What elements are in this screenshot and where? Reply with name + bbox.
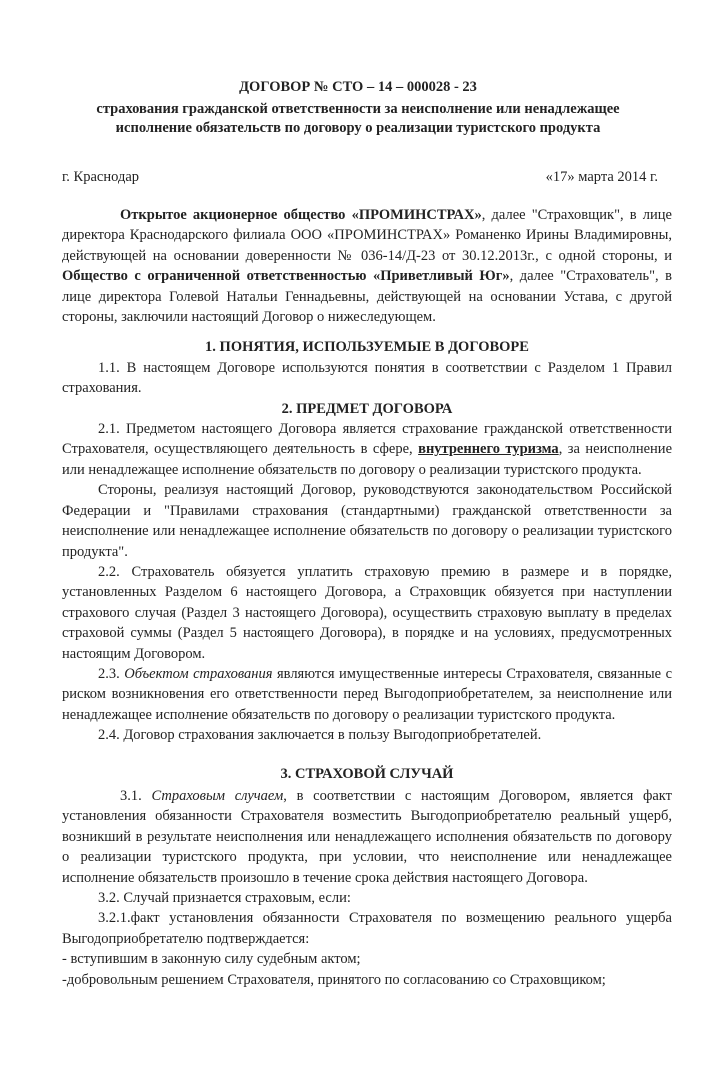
clause-2-3-text-a: 2.3.: [98, 665, 125, 682]
list-item: -добровольным решением Страхователя, принятого по согласованию со Страховщиком;: [62, 971, 606, 988]
clause-3-1: [62, 786, 672, 888]
clause-3-1-text-a: 3.1.: [120, 787, 152, 804]
insured-event-term: Страховым случаем: [151, 787, 284, 804]
clause-1-1: 1.1. В настоящем Договоре используются понятия в соответствии с Разделом 1 Правил страхования.: [62, 359, 672, 397]
object-of-insurance-term: Объектом страхования: [124, 665, 273, 682]
clause-2-4: 2.4. Договор страхования заключается в пользу Выгодоприобретателей.: [98, 727, 542, 744]
contract-subtitle-line1: страхования гражданской ответственности за неисполнение или ненадлежащее: [96, 101, 620, 117]
intro-text-2: , далее "Страхователь", в лице директора Голевой Натальи Геннадьевны, действующей на основании Устава, с другой стороны, заключили настоящий Договор о нижеследующем.: [62, 268, 672, 326]
section-1-heading: 1. ПОНЯТИЯ, ИСПОЛЬЗУЕМЫЕ В ДОГОВОРЕ: [205, 339, 529, 356]
list-item: - вступившим в законную силу судебным актом;: [62, 951, 361, 968]
section-2-heading: 2. ПРЕДМЕТ ДОГОВОРА: [281, 400, 453, 417]
clause-2-1-text-a: 2.1. Предметом настоящего Договора является страхование гражданской ответственности Страхователя, осуществляющего деятельность в сфере,: [62, 421, 672, 458]
place-date-row: [62, 169, 658, 186]
contract-title: ДОГОВОР № СТО – 14 – 000028 - 23: [239, 79, 477, 95]
clause-2-3-text-c: являются имущественные интересы Страхователя, связанные с риском возникновения его ответственности перед Выгодоприобретателем, за неисполнение или ненадлежащее исполнение обязательств по договору о реализации туристского продукта.: [62, 665, 673, 723]
intro-text-1: , далее "Страховщик", в лице директора Краснодарского филиала ООО «ПРОМИНСТРАХ» Романенко Ирины Владимировны, действующей на основании доверенности № 036-14/Д-23 от 30.12.2013г., с одной стороны, и: [62, 207, 672, 264]
clause-2-1-text-c: , за неисполнение или ненадлежащее исполнение обязательств по договору о реализации туристского продукта.: [62, 441, 673, 478]
contract-body: [62, 205, 672, 990]
clause-2-2: 2.2. Страхователь обязуется уплатить страховую премию в размере и в порядке, установленных Разделом 6 настоящего Договора, а Страховщик обязуется при наступлении страхового случая (Раздел 3 настоящего Договора), осуществить страховую выплату в пределах страховой суммы (Раздел 5 настоящего Договора), в порядке и на условиях, предусмотренных настоящим Договором.: [62, 563, 672, 662]
clause-3-2-1: 3.2.1.факт установления обязанности Страхователя по возмещению реального ущерба Выгодоприобретателю подтверждается:: [62, 910, 672, 947]
domestic-tourism-term: внутреннего туризма: [418, 441, 559, 458]
clause-2-1: [62, 419, 672, 480]
clause-3-1-text-c: , в соответствии с настоящим Договором, является факт установления обязанности Страхователя возместить Выгодоприобретателю реальный ущерб, возникший в результате неисполнения или ненадлежащего исполнения обязательств по договору о реализации туристского продукта, при условии, что неисполнение или ненадлежащее исполнение обязательств произошло в течение срока действия настоящего Договора.: [62, 787, 672, 886]
clause-2-3: [62, 664, 672, 725]
parties-paragraph: Стороны, реализуя настоящий Договор, руководствуются законодательством Российской Федерации и "Правилами страхования (стандартными) гражданской ответственности за неисполнение или ненадлежащее исполнение обязательств по договору о реализации туристского продукта".: [62, 482, 672, 560]
contract-subtitle-line2: исполнение обязательств по договору о реализации туристского продукта: [115, 120, 601, 136]
section-3-heading: 3. СТРАХОВОЙ СЛУЧАЙ: [280, 765, 454, 782]
intro-paragraph: [62, 205, 672, 327]
insurer-name: Открытое акционерное общество «ПРОМИНСТРАХ»: [120, 207, 482, 223]
contract-city: г. Краснодар: [62, 169, 140, 185]
clause-3-2: 3.2. Случай признается страховым, если:: [98, 890, 351, 906]
contract-date: «17» марта 2014 г.: [545, 169, 658, 185]
policyholder-name: Общество с ограниченной ответственностью «Приветливый Юг»: [62, 268, 510, 285]
